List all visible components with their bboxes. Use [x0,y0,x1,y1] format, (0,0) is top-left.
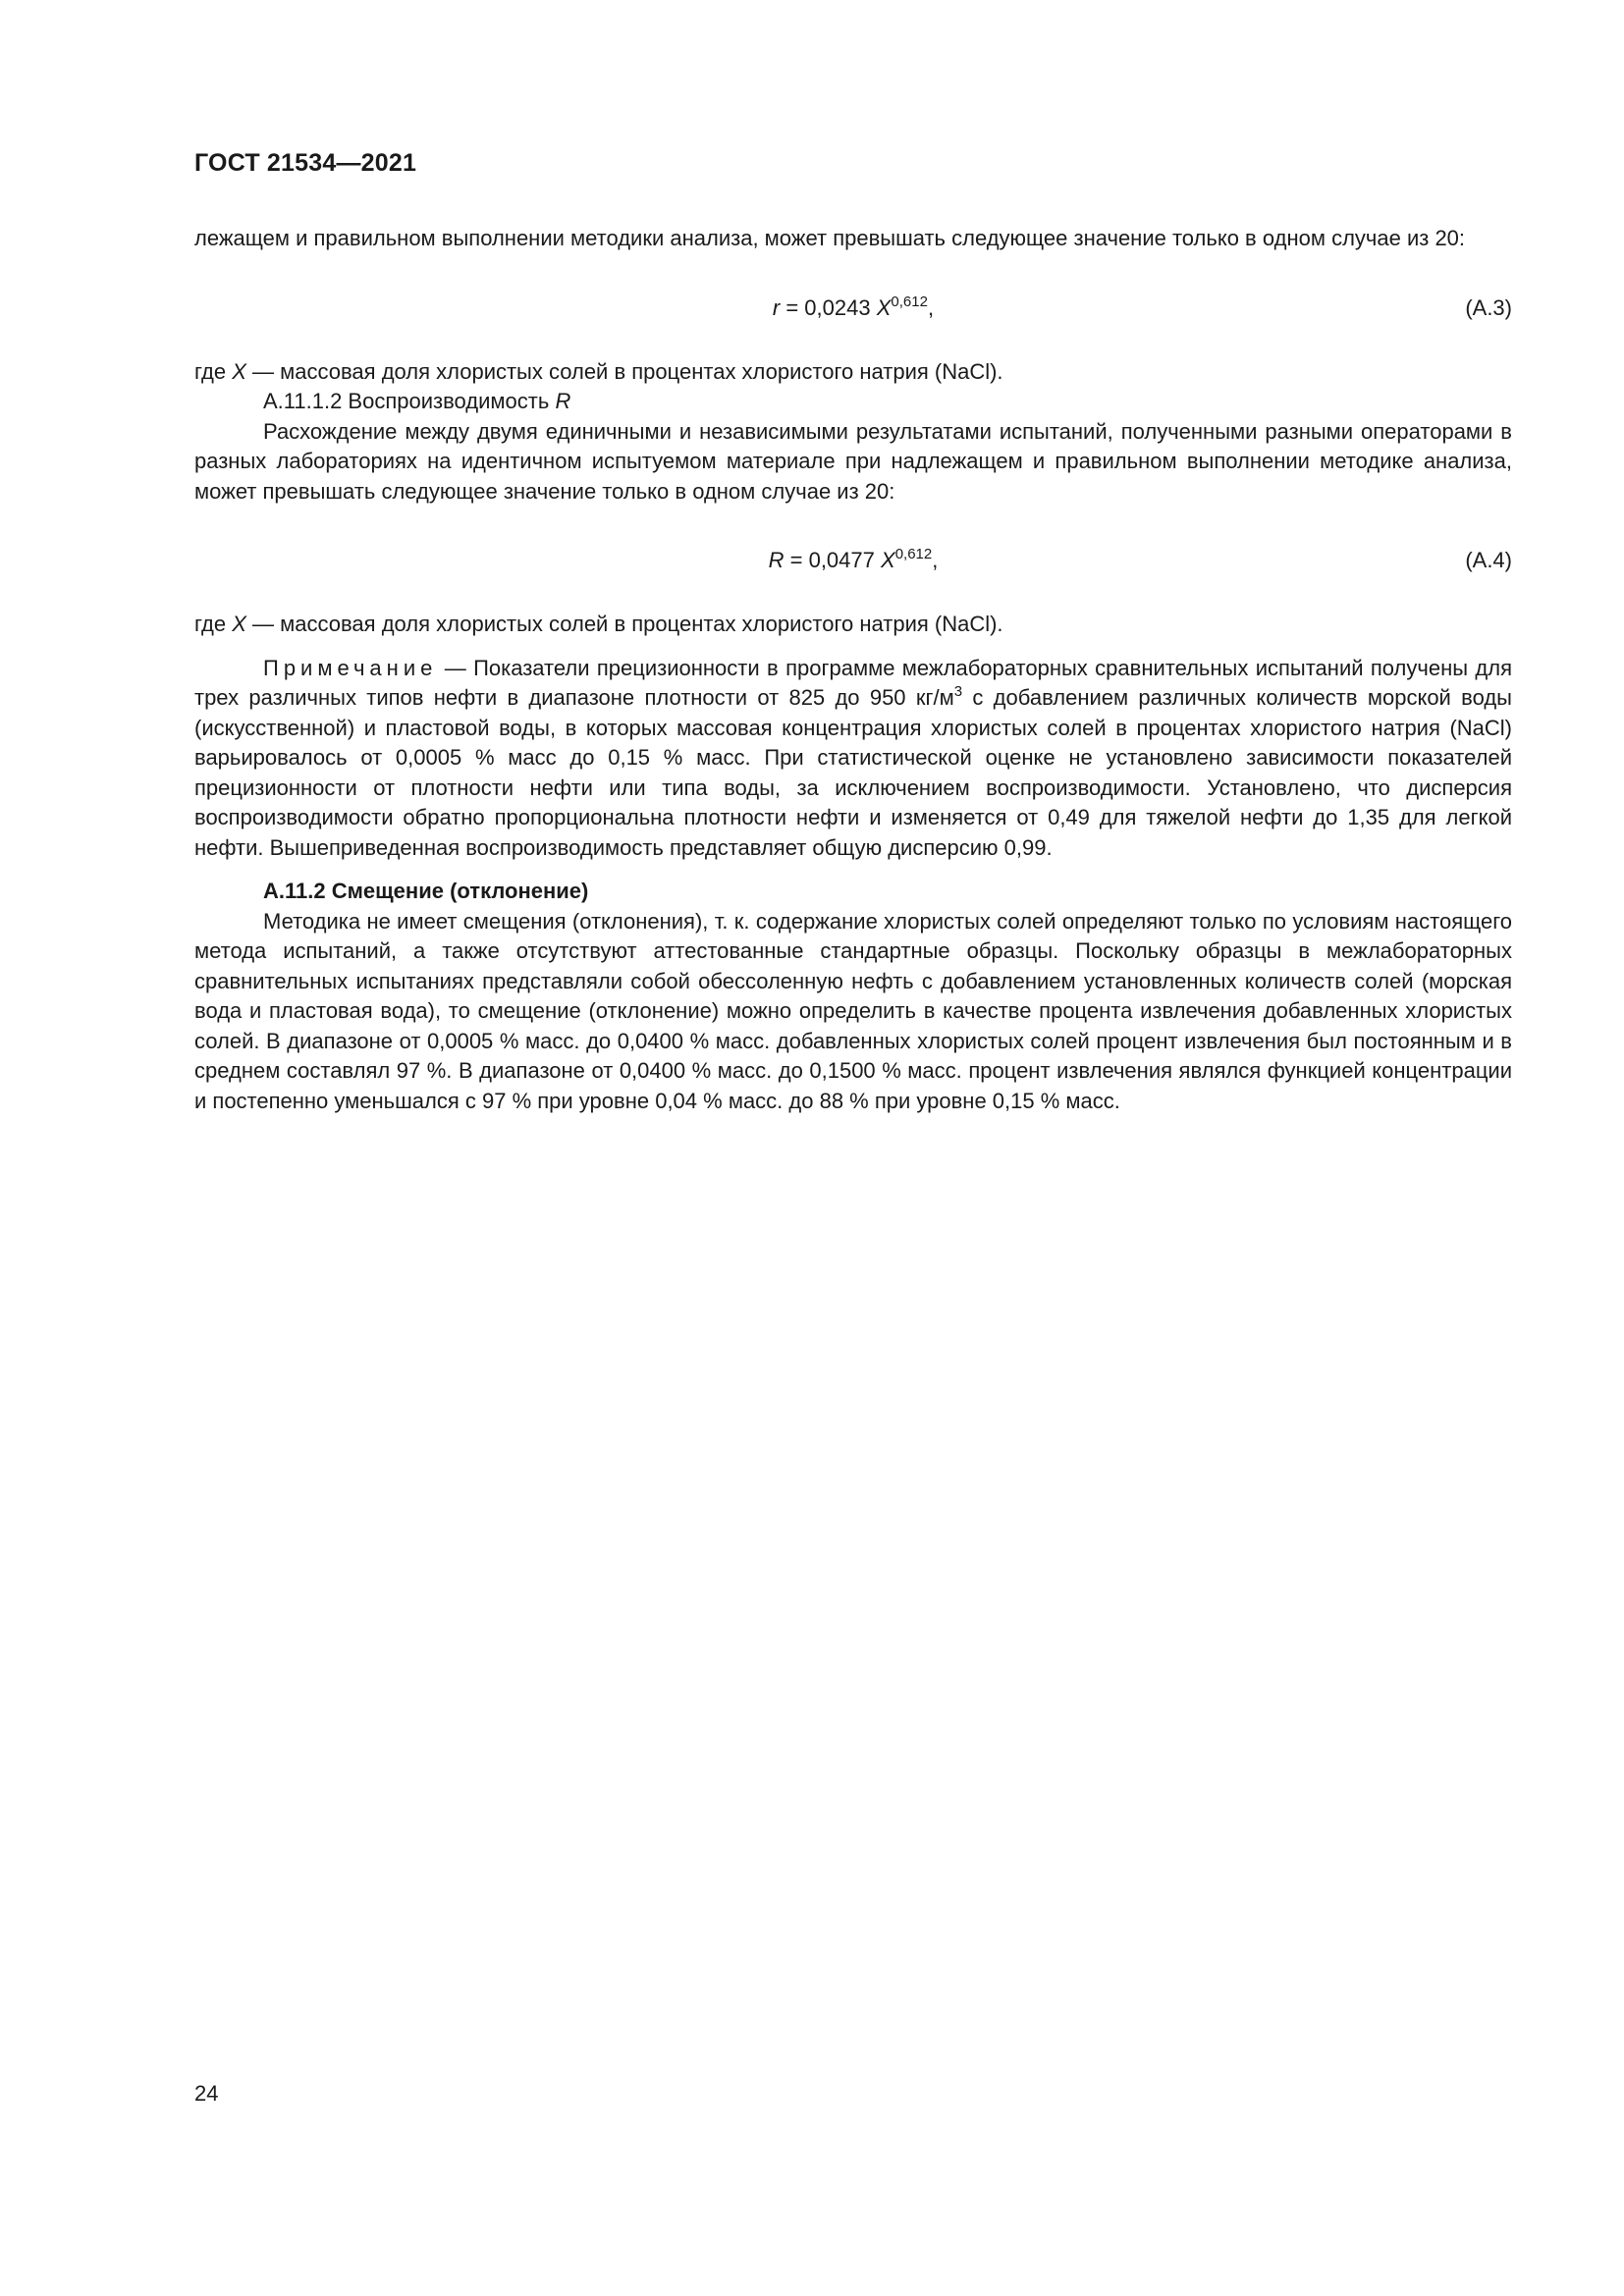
document-code-header: ГОСТ 21534—2021 [194,149,417,177]
clause-heading-reproducibility: А.11.1.2 Воспроизводимость R [263,389,571,413]
formula-explanation: где X — массовая доля хлористых солей в процентах хлористого натрия (NaCl). [194,358,1003,384]
page-content [194,224,1512,1116]
page-number: 24 [194,2081,219,2106]
paragraph-bias: Методика не имеет смещения (отклонения), т. к. содержание хлористых солей определяют только по условиям настоящего метода испытаний, а также отсутствуют аттестованные стандартные образцы. Поскольку образцы в межлабораторных сравнительных испытаниях представляли собой обессоленную нефть с добавлением установленных количеств солей (морская вода и пластовая вода), то смещение (отклонение) можно определить в качестве процента извлечения добавленных хлористых солей. В диапазоне от 0,0005 % масс. до 0,0400 % масс. добавленных хлористых солей процент извлечения был постоянным и в среднем составлял 97 %. В диапазоне от 0,0400 % масс. до 0,1500 % масс. процент извлечения являлся функцией концентрации и постепенно уменьшался с 97 % при уровне 0,04 % масс. до 88 % при уровне 0,15 % масс. [194,908,1512,1113]
paragraph-reproducibility: Расхождение между двумя единичными и независимыми результатами испытаний, полученными разными операторами в разных лабораториях на идентичном испытуемом материале при надлежащем и правильном выполнении методике анализа, может превышать следующее значение только в одном случае из 20: [194,418,1512,504]
formula-explanation: где X — массовая доля хлористых солей в процентах хлористого натрия (NaCl). [194,612,1003,636]
formula-number: (А.3) [1465,294,1512,320]
clause-heading-bias: А.11.2 Смещение (отклонение) [263,879,589,903]
formula-expression: r = 0,0243 X$^{0,612}$, [772,293,935,320]
formula-number: (А.4) [1465,548,1512,572]
formula-expression: R = 0,0477 X$^{0,612}$, [768,546,939,572]
note-paragraph: Примечание — Показатели прецизионности в программе межлабораторных сравнительных испытаний получены для трех различных типов нефти в диапазоне плотности от 825 до 950 $кг/м^3$ с добавлением различных количеств морской воды (искусственной) и пластовой воды, в которых массовая концентрация хлористых солей в процентах хлористого натрия (NaCl) варьировалось от 0,0005 % масс до 0,15 % масс. При статистической оценке не установлено зависимости показателей прецизионности от плотности нефти или типа воды, за исключением воспроизводимости. Установлено, что дисперсия воспроизводимости обратно пропорциональна плотности нефти и изменяется от 0,49 для тяжелой нефти до 1,35 для легкой нефти. Вышеприведенная воспроизводимость представляет общую дисперсию 0,99. [194,655,1512,860]
paragraph-continuation: лежащем и правильном выполнении методики анализа, может превышать следующее значение только в одном случае из 20: [194,226,1466,250]
formula-repeatability [194,294,1512,323]
formula-reproducibility [194,546,1512,575]
note-label: Примечание [263,655,438,680]
